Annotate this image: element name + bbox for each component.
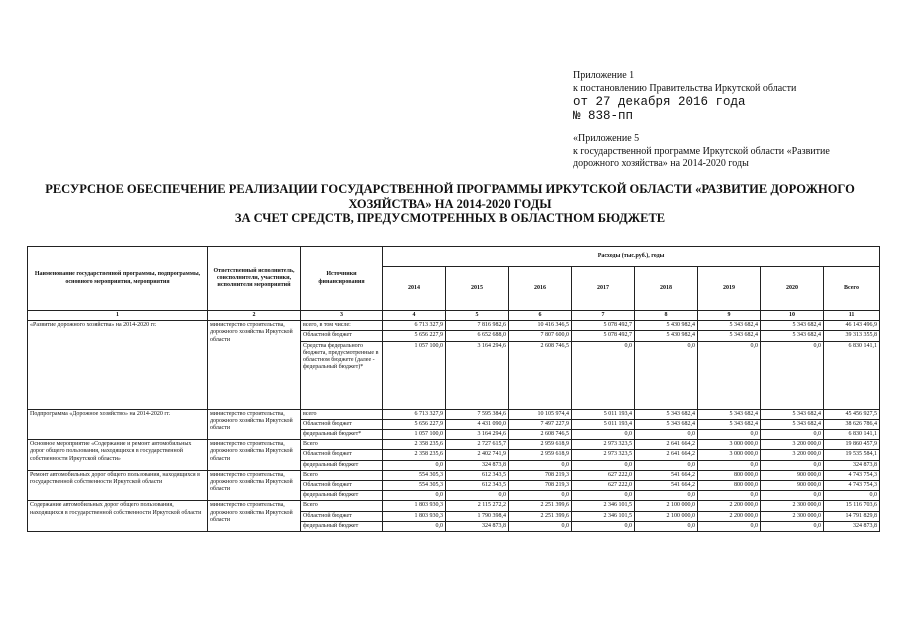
value-cell: 0,0: [635, 430, 698, 440]
value-cell: 5 343 682,4: [761, 321, 824, 331]
executor-cell: министерство строительства, дорожного хозяйства Иркутской области: [208, 440, 301, 471]
value-cell: 324 873,8: [824, 460, 880, 470]
value-cell: 5 430 982,4: [635, 321, 698, 331]
value-cell: 2 641 664,2: [635, 450, 698, 460]
source-cell: Областной бюджет: [301, 419, 383, 429]
appendix-line: к постановлению Правительства Иркутской области: [573, 82, 797, 94]
value-cell: 6 830 141,1: [824, 430, 880, 440]
value-cell: 2 251 399,6: [509, 511, 572, 521]
value-cell: 0,0: [761, 341, 824, 409]
value-cell: 800 000,0: [698, 470, 761, 480]
column-number: 6: [509, 311, 572, 321]
program-name-cell: Основное мероприятие «Содержание и ремонт автомобильных дорог общего пользования, находящихся в государственной собственности Иркутской области»: [28, 440, 208, 471]
appendix-line: к государственной программе Иркутской области «Развитие: [573, 145, 830, 157]
value-cell: 1 790 398,4: [446, 511, 509, 521]
value-cell: 708 219,3: [509, 470, 572, 480]
value-cell: 3 000 000,0: [698, 450, 761, 460]
value-cell: 612 343,5: [446, 481, 509, 491]
header-source: Источники финансирования: [301, 247, 383, 311]
value-cell: 7 816 982,6: [446, 321, 509, 331]
value-cell: 324 873,8: [446, 460, 509, 470]
value-cell: 2 358 235,6: [383, 440, 446, 450]
value-cell: 3 000 000,0: [698, 440, 761, 450]
value-cell: 5 343 682,4: [698, 409, 761, 419]
value-cell: 3 200 000,0: [761, 450, 824, 460]
value-cell: 0,0: [572, 521, 635, 531]
value-cell: 7 497 227,9: [509, 419, 572, 429]
value-cell: 2 346 101,5: [572, 501, 635, 511]
source-cell: Всего: [301, 440, 383, 450]
value-cell: 0,0: [635, 521, 698, 531]
value-cell: 0,0: [824, 491, 880, 501]
header-executor: Ответственный исполнитель, соисполнители, участники, исполнители мероприятий: [208, 247, 301, 311]
value-cell: 900 000,0: [761, 481, 824, 491]
program-name-cell: Содержание автомобильных дорог общего пользования, находящихся в государственной собственности Иркутской области: [28, 501, 208, 532]
column-number: 5: [446, 311, 509, 321]
value-cell: 4 743 754,3: [824, 481, 880, 491]
value-cell: 2 641 664,2: [635, 440, 698, 450]
value-cell: 5 078 492,7: [572, 321, 635, 331]
decree-number: № 838-пп: [573, 109, 634, 123]
value-cell: 2 200 000,0: [698, 501, 761, 511]
appendix-line: дорожного хозяйства» на 2014-2020 годы: [573, 158, 749, 169]
source-cell: всего: [301, 409, 383, 419]
title-line: ХОЗЯЙСТВА» НА 2014-2020 ГОДЫ: [348, 196, 552, 211]
value-cell: 1 057 100,0: [383, 341, 446, 409]
value-cell: 612 343,5: [446, 470, 509, 480]
column-number: 3: [301, 311, 383, 321]
value-cell: 800 000,0: [698, 481, 761, 491]
value-cell: 541 664,2: [635, 470, 698, 480]
value-cell: 2 200 000,0: [698, 511, 761, 521]
table-row: [28, 440, 880, 450]
value-cell: 39 313 355,8: [824, 331, 880, 341]
value-cell: 0,0: [698, 491, 761, 501]
value-cell: 5 430 982,4: [635, 331, 698, 341]
source-cell: Областной бюджет: [301, 450, 383, 460]
value-cell: 0,0: [572, 341, 635, 409]
value-cell: 1 803 930,3: [383, 511, 446, 521]
appendix-line: «Приложение 5: [573, 133, 640, 144]
value-cell: 2 358 235,6: [383, 450, 446, 460]
source-cell: Всего: [301, 470, 383, 480]
value-cell: 0,0: [761, 460, 824, 470]
value-cell: 0,0: [635, 341, 698, 409]
program-name-cell: Подпрограмма «Дорожное хозяйство» на 2014-2020 гг.: [28, 409, 208, 440]
value-cell: 2 402 741,9: [446, 450, 509, 460]
value-cell: 7 595 384,6: [446, 409, 509, 419]
value-cell: 0,0: [446, 491, 509, 501]
value-cell: 5 343 682,4: [761, 419, 824, 429]
value-cell: 0,0: [635, 460, 698, 470]
executor-cell: министерство строительства, дорожного хозяйства Иркутской области: [208, 321, 301, 409]
value-cell: 2 959 618,9: [509, 450, 572, 460]
value-cell: 0,0: [761, 521, 824, 531]
value-cell: 0,0: [383, 491, 446, 501]
column-numbers-row: [28, 311, 880, 321]
column-number: 10: [761, 311, 824, 321]
value-cell: 541 664,2: [635, 481, 698, 491]
value-cell: 2 608 746,5: [509, 341, 572, 409]
value-cell: 0,0: [509, 460, 572, 470]
executor-cell: министерство строительства, дорожного хозяйства Иркутской области: [208, 409, 301, 440]
source-cell: Областной бюджет: [301, 511, 383, 521]
source-cell: федеральный бюджет*: [301, 430, 383, 440]
value-cell: 627 222,0: [572, 481, 635, 491]
value-cell: 7 807 600,0: [509, 331, 572, 341]
value-cell: 2 973 323,5: [572, 440, 635, 450]
value-cell: 2 300 000,0: [761, 501, 824, 511]
value-cell: 15 116 703,6: [824, 501, 880, 511]
value-cell: 6 713 327,9: [383, 409, 446, 419]
value-cell: 554 305,3: [383, 470, 446, 480]
value-cell: 0,0: [509, 521, 572, 531]
resource-table: [27, 246, 880, 532]
value-cell: 2 100 000,0: [635, 511, 698, 521]
header-year: 2018: [635, 267, 698, 311]
value-cell: 46 143 496,9: [824, 321, 880, 331]
table-body: [28, 321, 880, 532]
value-cell: 10 416 346,5: [509, 321, 572, 331]
header-year: 2016: [509, 267, 572, 311]
value-cell: 5 343 682,4: [635, 409, 698, 419]
column-number: 7: [572, 311, 635, 321]
value-cell: 0,0: [698, 521, 761, 531]
header-year: 2014: [383, 267, 446, 311]
value-cell: 5 078 492,7: [572, 331, 635, 341]
value-cell: 627 222,0: [572, 470, 635, 480]
value-cell: 3 200 000,0: [761, 440, 824, 450]
value-cell: 554 305,3: [383, 481, 446, 491]
column-number: 8: [635, 311, 698, 321]
value-cell: 5 343 682,4: [761, 331, 824, 341]
title-line: ЗА СЧЕТ СРЕДСТВ, ПРЕДУСМОТРЕННЫХ В ОБЛАСТНОМ БЮДЖЕТЕ: [234, 211, 666, 225]
header-year: 2017: [572, 267, 635, 311]
value-cell: 0,0: [635, 491, 698, 501]
value-cell: 2 100 000,0: [635, 501, 698, 511]
table-row: [28, 470, 880, 480]
value-cell: 4 431 090,0: [446, 419, 509, 429]
value-cell: 0,0: [572, 491, 635, 501]
value-cell: 5 343 682,4: [761, 409, 824, 419]
value-cell: 45 456 927,5: [824, 409, 880, 419]
value-cell: 2 973 323,5: [572, 450, 635, 460]
value-cell: 324 873,8: [446, 521, 509, 531]
executor-cell: министерство строительства, дорожного хозяйства Иркутской области: [208, 470, 301, 501]
value-cell: 6 830 141,1: [824, 341, 880, 409]
column-number: 2: [208, 311, 301, 321]
value-cell: 0,0: [761, 430, 824, 440]
column-number: 11: [824, 311, 880, 321]
value-cell: 2 959 618,9: [509, 440, 572, 450]
value-cell: 324 873,8: [824, 521, 880, 531]
source-cell: Областной бюджет: [301, 331, 383, 341]
value-cell: 0,0: [509, 491, 572, 501]
value-cell: 0,0: [761, 491, 824, 501]
header-year: 2020: [761, 267, 824, 311]
header-expenses: Расходы (тыс.руб.), годы: [383, 247, 880, 267]
header-year: Всего: [824, 267, 880, 311]
value-cell: 5 343 682,4: [635, 419, 698, 429]
table-row: [28, 501, 880, 511]
value-cell: 0,0: [698, 430, 761, 440]
value-cell: 5 656 227,9: [383, 331, 446, 341]
value-cell: 0,0: [572, 430, 635, 440]
value-cell: 5 343 682,4: [698, 331, 761, 341]
value-cell: 0,0: [698, 460, 761, 470]
source-cell: Областной бюджет: [301, 481, 383, 491]
value-cell: 14 791 829,8: [824, 511, 880, 521]
column-number: 4: [383, 311, 446, 321]
source-cell: Всего: [301, 501, 383, 511]
source-cell: всего, в том числе:: [301, 321, 383, 331]
value-cell: 2 251 399,6: [509, 501, 572, 511]
source-cell: федеральный бюджет: [301, 460, 383, 470]
appendix-line: Приложение 1: [573, 70, 635, 81]
value-cell: 3 164 294,6: [446, 430, 509, 440]
decree-date: от 27 декабря 2016 года: [573, 95, 746, 109]
document-title: [20, 182, 880, 226]
value-cell: 3 164 294,6: [446, 341, 509, 409]
source-cell: Средства федерального бюджета, предусмотренные в областном бюджете (далее - федеральный бюджет)*: [301, 341, 383, 409]
value-cell: 2 300 000,0: [761, 511, 824, 521]
value-cell: 0,0: [383, 460, 446, 470]
table-row: [28, 321, 880, 331]
header-year: 2019: [698, 267, 761, 311]
value-cell: 19 860 457,9: [824, 440, 880, 450]
value-cell: 2 346 101,5: [572, 511, 635, 521]
title-line: РЕСУРСНОЕ ОБЕСПЕЧЕНИЕ РЕАЛИЗАЦИИ ГОСУДАРСТВЕННОЙ ПРОГРАММЫ ИРКУТСКОЙ ОБЛАСТИ «РАЗВИТИЕ ДОРОЖНОГО: [45, 182, 855, 196]
column-number: 9: [698, 311, 761, 321]
value-cell: 6 713 327,9: [383, 321, 446, 331]
value-cell: 38 626 786,4: [824, 419, 880, 429]
header-year: 2015: [446, 267, 509, 311]
program-name-cell: «Развитие дорожного хозяйства» на 2014-2020 гг.: [28, 321, 208, 409]
value-cell: 1 803 930,3: [383, 501, 446, 511]
value-cell: 0,0: [383, 521, 446, 531]
source-cell: федеральный бюджет: [301, 521, 383, 531]
executor-cell: министерство строительства, дорожного хозяйства Иркутской области: [208, 501, 301, 532]
value-cell: 19 535 584,1: [824, 450, 880, 460]
value-cell: 5 343 682,4: [698, 419, 761, 429]
value-cell: 0,0: [572, 460, 635, 470]
value-cell: 4 743 754,3: [824, 470, 880, 480]
value-cell: 5 656 227,9: [383, 419, 446, 429]
column-number: 1: [28, 311, 208, 321]
value-cell: 1 057 100,0: [383, 430, 446, 440]
source-cell: федеральный бюджет: [301, 491, 383, 501]
value-cell: 0,0: [698, 341, 761, 409]
value-cell: 10 105 974,4: [509, 409, 572, 419]
appendix-block: [573, 70, 830, 171]
value-cell: 708 219,3: [509, 481, 572, 491]
value-cell: 2 727 615,7: [446, 440, 509, 450]
value-cell: 900 000,0: [761, 470, 824, 480]
value-cell: 5 011 193,4: [572, 409, 635, 419]
table-row: [28, 409, 880, 419]
header-name: Наименование государственной программы, подпрограммы, основного мероприятия, мероприятия: [28, 247, 208, 311]
value-cell: 2 608 746,5: [509, 430, 572, 440]
program-name-cell: Ремонт автомобильных дорог общего пользования, находящихся в государственной собственности Иркутской области: [28, 470, 208, 501]
value-cell: 5 343 682,4: [698, 321, 761, 331]
value-cell: 6 652 688,0: [446, 331, 509, 341]
value-cell: 5 011 193,4: [572, 419, 635, 429]
value-cell: 2 115 272,2: [446, 501, 509, 511]
